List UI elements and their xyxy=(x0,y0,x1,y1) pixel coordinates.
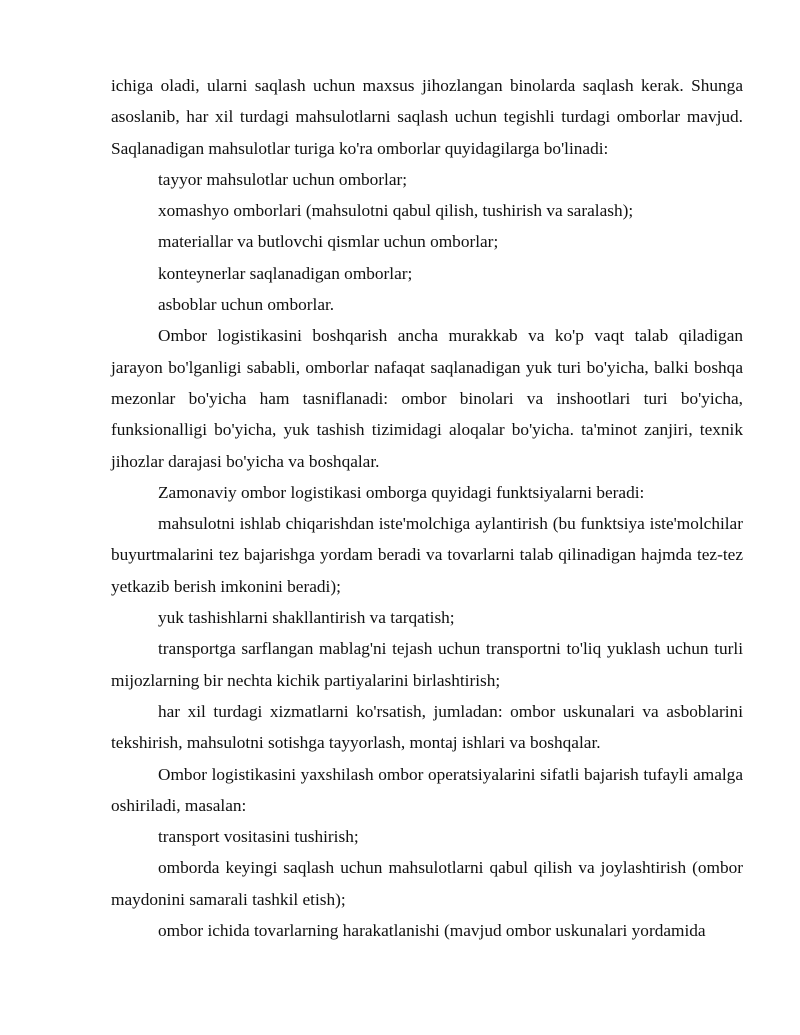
list-item: transport vositasini tushirish; xyxy=(158,827,359,847)
list-item: transportga sarflangan mablag'ni tejash uchun transportni to'liq yuklash uchun turli mijozlarning bir nechta kichik partiyalarini birlashtirish; xyxy=(111,639,743,690)
list-item: mahsulotni ishlab chiqarishdan iste'molchiga aylantirish (bu funktsiya iste'molchilar buyurtmalarini tez bajarishga yordam beradi va tovarlarni talab qilinadigan hajmda tez-tez yetkazib berish imkonini beradi); xyxy=(111,514,743,596)
document-page xyxy=(111,70,743,946)
paragraph: ichiga oladi, ularni saqlash uchun maxsus jihozlangan binolarda saqlash kerak. Shunga asoslanib, har xil turdagi mahsulotlarni saqlash uchun tegishli turdagi omborlar mavjud. Saqlanadigan mahsulotlar turiga ko'ra omborlar quyidagilarga bo'linadi: xyxy=(111,76,743,158)
list-item: materiallar va butlovchi qismlar uchun omborlar; xyxy=(158,232,499,252)
list-item: xomashyo omborlari (mahsulotni qabul qilish, tushirish va saralash); xyxy=(158,201,634,221)
paragraph: Ombor logistikasini boshqarish ancha murakkab va ko'p vaqt talab qiladigan jarayon bo'lganligi sababli, omborlar nafaqat saqlanadigan yuk turi bo'yicha, balki boshqa mezonlar bo'yicha ham tasniflanadi: ombor binolari va inshootlari turi bo'yicha, funksionalligi bo'yicha, yuk tashish tizimidagi aloqalar bo'yicha. ta'minot zanjiri, texnik jihozlar darajasi bo'yicha va boshqalar. xyxy=(111,326,743,471)
list-item: tayyor mahsulotlar uchun omborlar; xyxy=(158,169,408,189)
list-item: konteynerlar saqlanadigan omborlar; xyxy=(158,263,413,283)
list-item: yuk tashishlarni shakllantirish va tarqatish; xyxy=(158,608,455,628)
list-item: asboblar uchun omborlar. xyxy=(158,295,335,315)
list-item: omborda keyingi saqlash uchun mahsulotlarni qabul qilish va joylashtirish (ombor maydonini samarali tashkil etish); xyxy=(111,858,743,909)
paragraph: Zamonaviy ombor logistikasi omborga quyidagi funktsiyalarni beradi: xyxy=(158,482,645,502)
list-item: har xil turdagi xizmatlarni ko'rsatish, jumladan: ombor uskunalari va asboblarini tekshirish, mahsulotni sotishga tayyorlash, montaj ishlari va boshqalar. xyxy=(111,701,743,753)
list-item: ombor ichida tovarlarning harakatlanishi (mavjud ombor uskunalari yordamida xyxy=(158,921,706,941)
paragraph: Ombor logistikasini yaxshilash ombor operatsiyalarini sifatli bajarish tufayli amalga oshiriladi, masalan: xyxy=(111,764,743,815)
